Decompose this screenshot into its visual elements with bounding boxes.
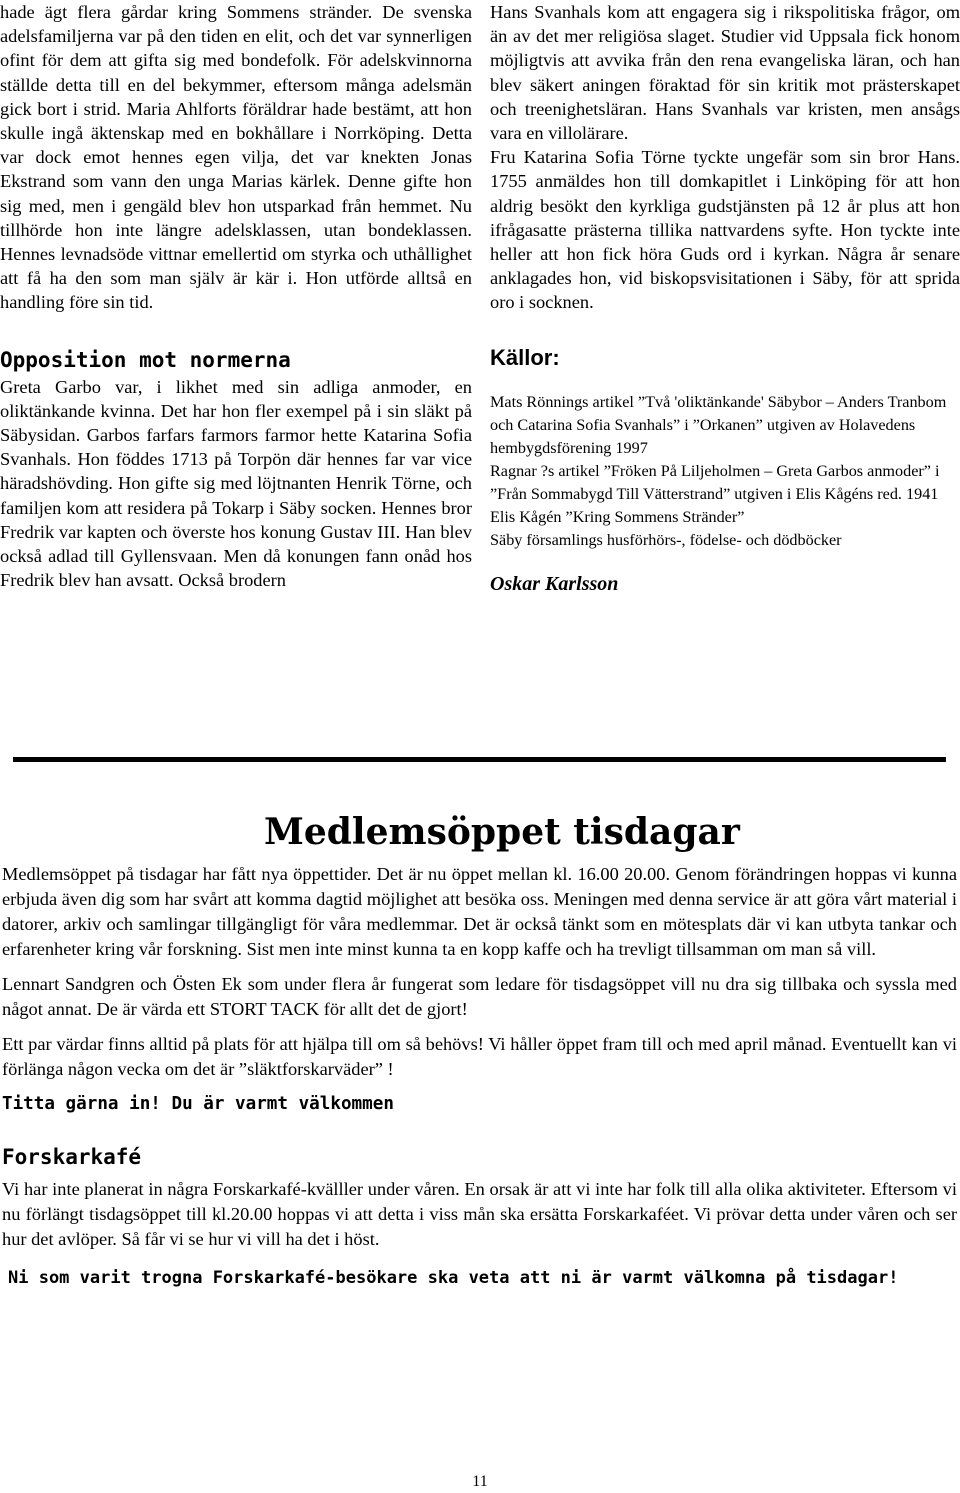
announcement-paragraph-3: Ett par värdar finns alltid på plats för att hjälpa till om så behövs! Vi håller öppet fram till och med april månad. Eventuellt kan vi förlänga någon vecka om det är ”släktforskarväder” ! [2, 1034, 957, 1079]
announcement-paragraph-1: Medlemsöppet på tisdagar har fått nya öppettider. Det är nu öppet mellan kl. 16.00 20.00. Genom förändringen hoppas vi kunna erbjuda även dig som har svårt att komma dagtid möjlighet att besöka oss. Meningen med denna service är att göra vårt material i datorer, arkiv och samlingar tillgängligt för våra medlemmar. Det är också tänkt som en mötesplats där vi kan utbyta tankar och erfarenheter kring vår forskning. Sist men inte minst kunna ta en kopp kaffe och ha trevligt tillsamman om man så vill. [2, 864, 957, 959]
intro-paragraph: hade ägt flera gårdar kring Sommens stränder. De svenska adelsfamiljerna var på den tiden en elit, och det var synnerligen ofint för dem att gifta sig med bondefolk. För adelskvinnorna ställde detta till en del bekymmer, eftersom många adelsmän gick bort i strid. Maria Ahlforts föräldrar hade bestämt, att hon skulle ingå äktenskap med en bokhållare i Norrköping. Detta var dock emot hennes egen vilja, det var knekten Jonas Ekstrand som vann den unga Marias kärlek. Denne gifte hon sig med, men i gengäld blev hon utsparkad från hemmet. Nu tillhörde hon inte längre adelsklassen, utan bondeklassen. Hennes levnadsöde vittnar emellertid om styrka och uthållighet att få ha den som man själv är kär i. Hon utförde alltså en handling före sin tid. [0, 2, 472, 313]
announcement-paragraph-2: Lennart Sandgren och Östen Ek som under flera år fungerat som ledare för tisdagsöppet vill nu dra sig tillbaka och syssla med något annat. De är värda ett STORT TACK för allt det de gjort! [2, 974, 957, 1019]
section-divider [13, 757, 946, 762]
announcement-section [2, 808, 957, 1291]
page-number: 11 [472, 1473, 488, 1490]
sources-heading: Källor: [490, 344, 560, 370]
welcome-line: Titta gärna in! Du är varmt välkommen [2, 1094, 394, 1114]
source-item: Elis Kågén ”Kring Sommens Stränder” [490, 507, 745, 526]
cafe-paragraph: Vi har inte planerat in några Forskarkafé-kvälller under våren. En orsak är att vi inte har folk till alla olika aktiviteter. Eftersom vi nu förlängt tisdagsöppet till kl.20.00 hoppas vi att detta i viss mån ska ersätta Forskarkaféet. Vi prövar detta under våren och ser hur det avlöper. Så får vi se hur vi vill ha det i höst. [2, 1179, 957, 1249]
right-paragraph-2: Fru Katarina Sofia Törne tyckte ungefär som sin bror Hans. 1755 anmäldes hon till domkapitlet i Linköping för att hon aldrig besökt den kyrkliga gudstjänsten på 12 år plus att hon ifrågasatte prästerna tillika nattvardens syfte. Hon tyckte inte heller att hon fick höra Guds ord i kyrkan. Några år senare anklagades hon, vid biskopsvisitationen i Säby, för att sprida oro i socknen. [490, 147, 960, 313]
opposition-heading: Opposition mot normerna [0, 347, 291, 372]
right-column [490, 0, 960, 596]
sources-list [490, 391, 960, 552]
source-item: Säby församlings husförhörs-, födelse- och dödböcker [490, 530, 842, 549]
source-item: Ragnar ?s artikel ”Fröken På Liljeholmen – Greta Garbos anmoder” i ”Från Sommabygd Till Vätterstrand” utgiven i Elis Kågéns red. 1941 [490, 461, 940, 503]
left-column [0, 0, 472, 592]
author-signature: Oskar Karlsson [490, 572, 619, 595]
source-item: Mats Rönnings artikel ”Två 'oliktänkande' Säbybor – Anders Tranbom och Catarina Sofia Svanhals” i ”Orkanen” utgiven av Holavedens hembygdsförening 1997 [490, 392, 947, 457]
announcement-title: Medlemsöppet tisdagar [264, 811, 740, 853]
closing-line: Ni som varit trogna Forskarkafé-besökare ska veta att ni är varmt välkomna på tisdagar! [8, 1268, 899, 1288]
opposition-paragraph: Greta Garbo var, i likhet med sin adliga anmoder, en oliktänkande kvinna. Det har hon fler exempel på i sin släkt på Säbysidan. Garbos farfars farmors farmor hette Katarina Sofia Svanhals. Hon föddes 1713 på Torpön där hennes far var vice häradshövding. Hon gifte sig med löjtnanten Henrik Törne, och familjen kom att residera på Tokarp i Säby socken. Hennes bror Fredrik var kapten och överste hos konung Gustav III. Han blev också adlad till Gyllensvaan. Men då konungen fann onåd hos Fredrik blev han avsatt. Också brodern [0, 376, 472, 591]
cafe-heading: Forskarkafé [2, 1145, 142, 1169]
right-paragraph-1: Hans Svanhals kom att engagera sig i rikspolitiska frågor, om än av det mer religiösa slaget. Studier vid Uppsala fick honom möjligtvis att avvika från den rena evangeliska läran, och han blev säkert aningen föraktad för sin kritik mot prästerskapet och treenighetsläran. Hans Svanhals var kristen, men ansågs vara en villolärare. [490, 2, 960, 144]
